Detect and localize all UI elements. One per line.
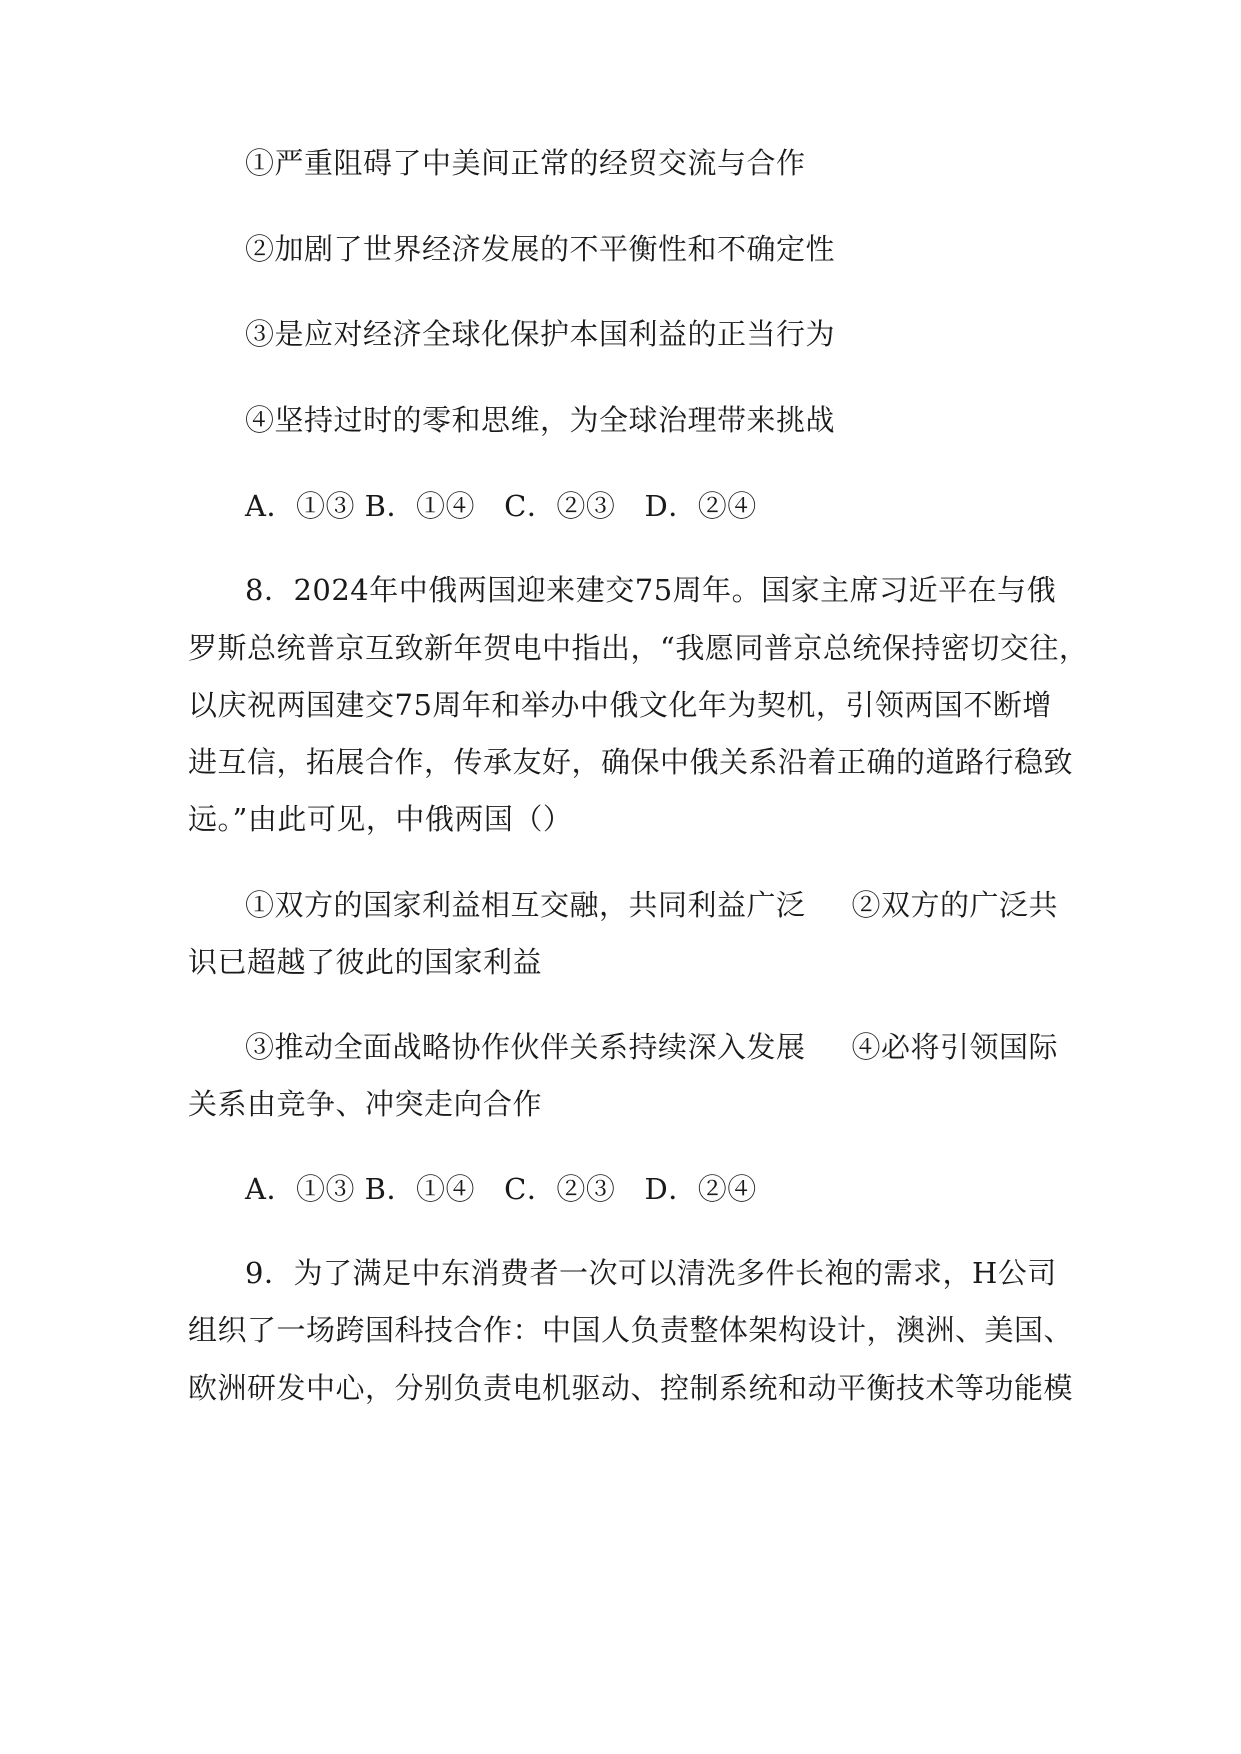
q8-stem-line-5: 远。”由此可见，中俄两国（） bbox=[188, 802, 573, 836]
q7-item-3: ③是应对经济全球化保护本国利益的正当行为 bbox=[245, 317, 836, 351]
q8-items-row-1 bbox=[0, 885, 1241, 925]
q7-answer-options: A．①③ B．①④ C．②③ D．②④ bbox=[245, 489, 757, 523]
q8-stem-line-1: 8．2024年中俄两国迎来建交75周年。国家主席习近平在与俄 bbox=[245, 573, 1057, 607]
q8-item-4-end: 关系由竞争、冲突走向合作 bbox=[188, 1087, 543, 1121]
q8-stem-line-2: 罗斯总统普京互致新年贺电中指出，“我愿同普京总统保持密切交往， bbox=[188, 631, 1089, 665]
q8-items-row-2 bbox=[0, 1027, 1241, 1067]
q8-item-2-start: ②双方的广泛共 bbox=[851, 888, 1059, 922]
q8-stem-line-4: 进互信，拓展合作，传承友好，确保中俄关系沿着正确的道路行稳致 bbox=[188, 745, 1074, 779]
q8-item-1: ①双方的国家利益相互交融，共同利益广泛 bbox=[245, 888, 806, 922]
q7-item-4: ④坚持过时的零和思维，为全球治理带来挑战 bbox=[245, 403, 836, 437]
q8-item-2-end: 识已超越了彼此的国家利益 bbox=[188, 945, 543, 979]
q8-item-4-start: ④必将引领国际 bbox=[851, 1030, 1059, 1064]
q9-stem-line-3: 欧洲研发中心，分别负责电机驱动、控制系统和动平衡技术等功能模 bbox=[188, 1371, 1074, 1405]
q9-stem-line-1: 9．为了满足中东消费者一次可以清洗多件长袍的需求，H公司 bbox=[245, 1256, 1057, 1290]
q8-stem-line-3: 以庆祝两国建交75周年和举办中俄文化年为契机，引领两国不断增 bbox=[188, 688, 1052, 722]
q8-item-3: ③推动全面战略协作伙伴关系持续深入发展 bbox=[245, 1030, 806, 1064]
q7-item-2: ②加剧了世界经济发展的不平衡性和不确定性 bbox=[245, 232, 836, 266]
q8-answer-options: A．①③ B．①④ C．②③ D．②④ bbox=[245, 1172, 757, 1206]
q9-stem-line-2: 组织了一场跨国科技合作：中国人负责整体架构设计，澳洲、美国、 bbox=[188, 1313, 1074, 1347]
q7-item-1: ①严重阻碍了中美间正常的经贸交流与合作 bbox=[245, 146, 806, 180]
